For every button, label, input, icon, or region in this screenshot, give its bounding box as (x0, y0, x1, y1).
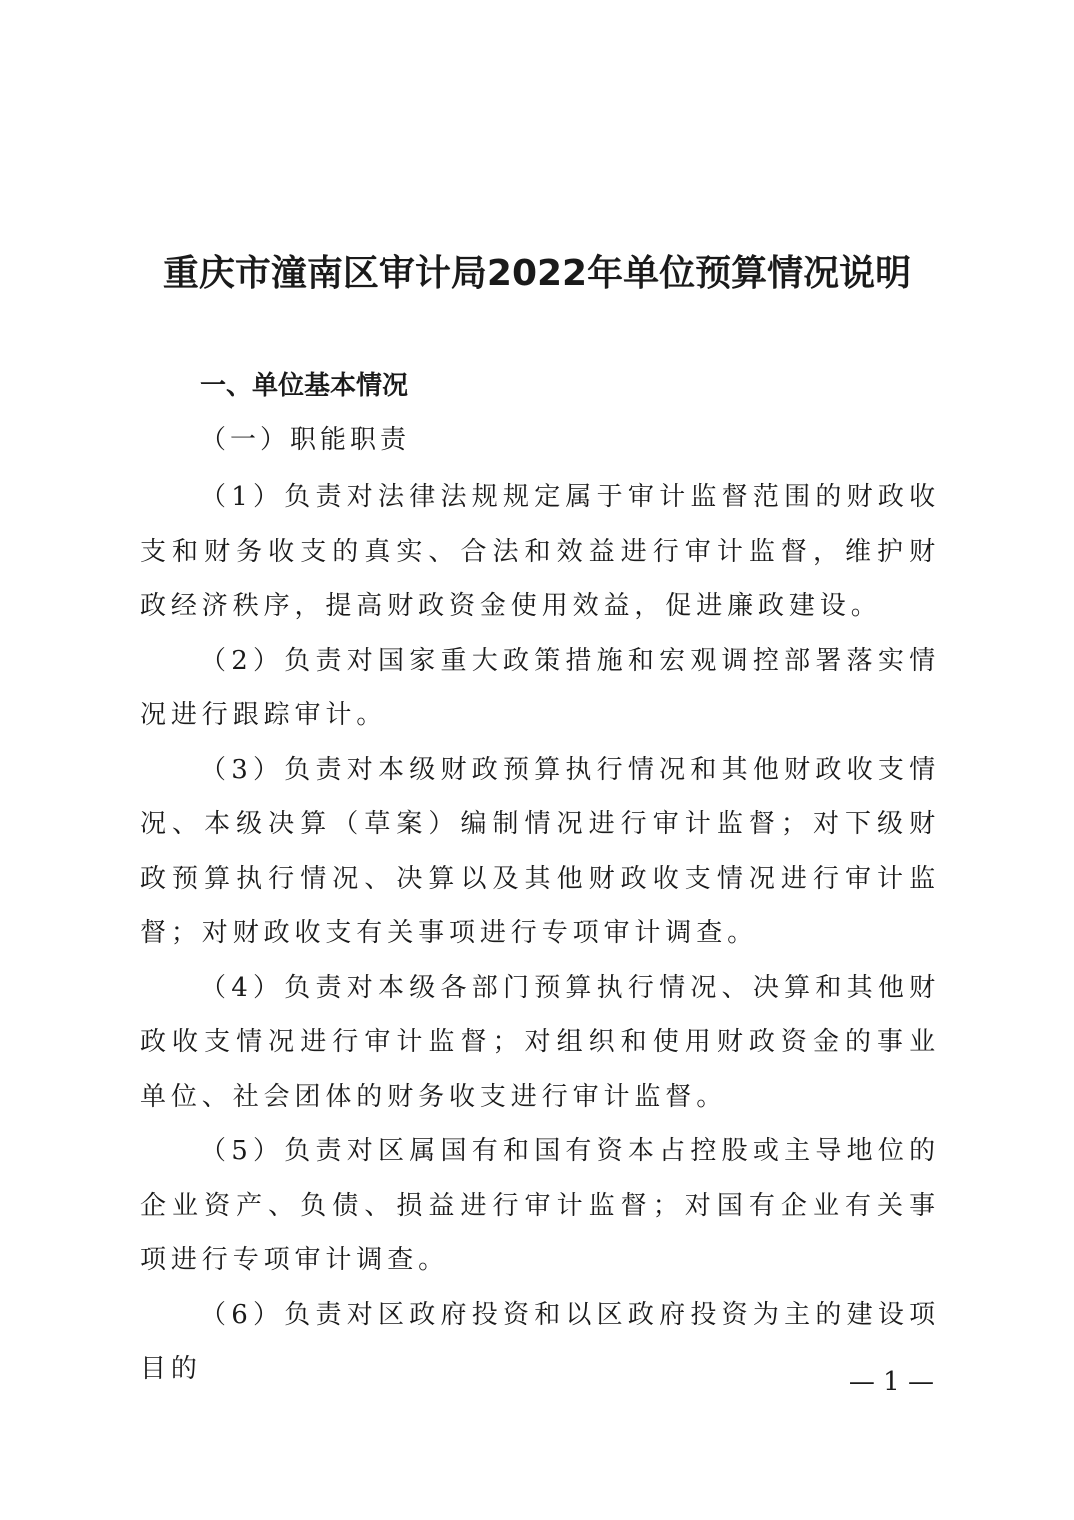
paragraph: （5）负责对区属国有和国有资本占控股或主导地位的企业资产、负债、损益进行审计监督；对国有企业有关事项进行专项审计调查。 (140, 1136, 940, 1275)
paragraph: （3）负责对本级财政预算执行情况和其他财政收支情况、本级决算（草案）编制情况进行审计监督；对下级财政预算执行情况、决算以及其他财政收支情况进行审计监督；对财政收支有关事项进行专项审计调查。 (140, 754, 940, 948)
document-title: 重庆市潼南区审计局2022年单位预算情况说明 (162, 253, 912, 294)
paragraph: （1）负责对法律法规规定属于审计监督范围的财政收支和财务收支的真实、合法和效益进行审计监督，维护财政经济秩序，提高财政资金使用效益，促进廉政建设。 (140, 482, 940, 621)
subsection-heading: （一）职能职责 (200, 425, 411, 455)
section-heading: 一、单位基本情况 (200, 371, 409, 401)
paragraph: （2）负责对国家重大政策措施和宏观调控部署落实情况进行跟踪审计。 (140, 645, 940, 730)
body-text (140, 470, 940, 1397)
paragraph: （4）负责对本级各部门预算执行情况、决算和其他财政收支情况进行审计监督；对组织和使用财政资金的事业单位、社会团体的财务收支进行审计监督。 (140, 972, 940, 1112)
page-number: — 1 — (848, 1367, 934, 1397)
paragraph: （6）负责对区政府投资和以区政府投资为主的建设项目的 (140, 1299, 940, 1384)
